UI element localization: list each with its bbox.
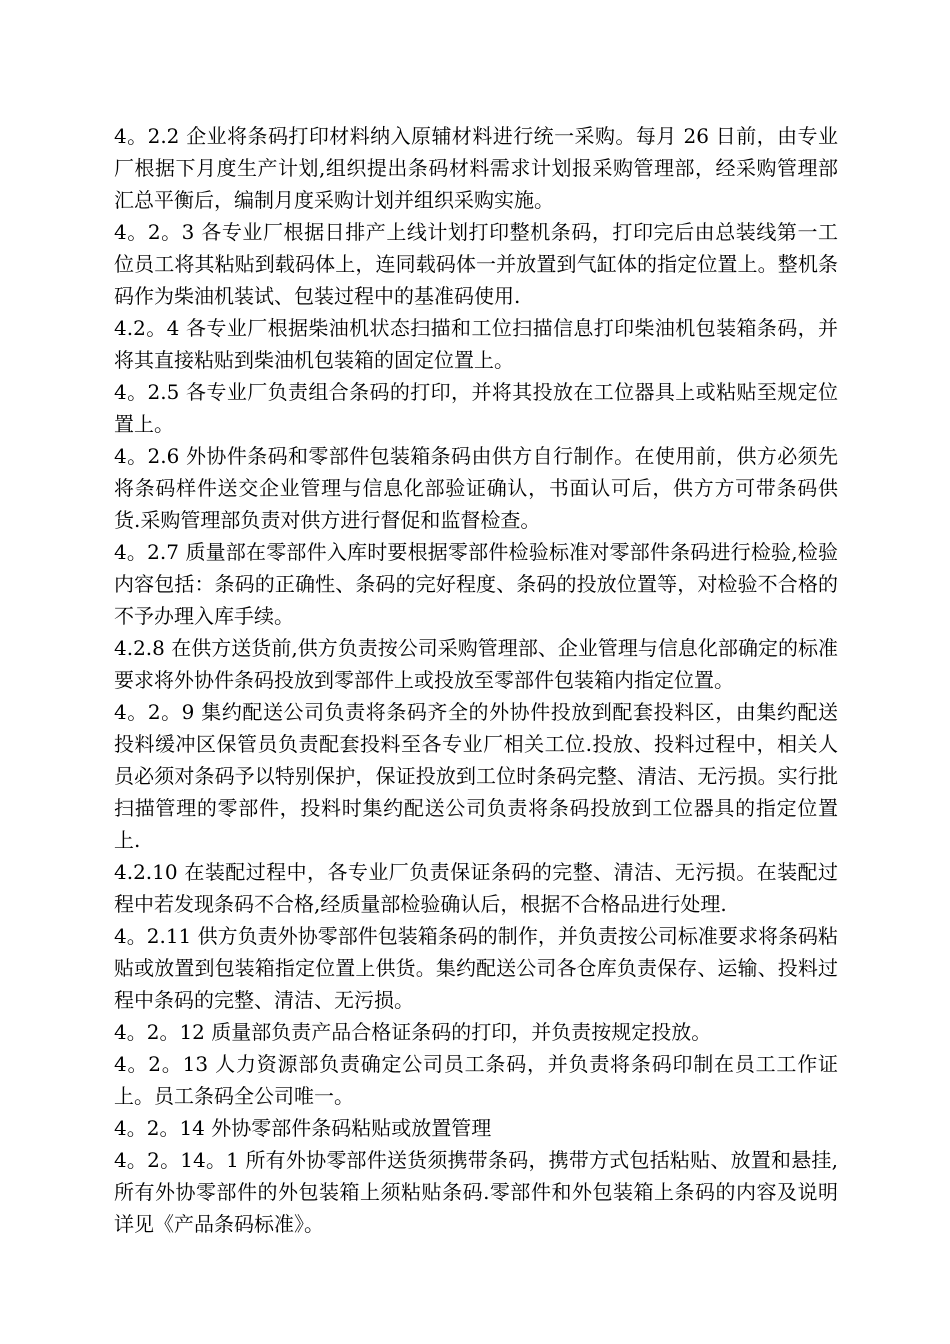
paragraph-4-2-13: 4。2。13 人力资源部负责确定公司员工条码，并负责将条码印制在员工工作证上。员工条码全公司唯一。	[114, 1052, 838, 1108]
paragraph-4-2-7: 4。2.7 质量部在零部件入库时要根据零部件检验标准对零部件条码进行检验,检验内容包括：条码的正确性、条码的完好程度、条码的投放位置等，对检验不合格的不予办理入库手续。	[114, 540, 838, 628]
paragraph-4-2-14: 4。2。14 外协零部件条码粘贴或放置管理	[114, 1116, 492, 1140]
paragraph-4-2-6: 4。2.6 外协件条码和零部件包装箱条码由供方自行制作。在使用前，供方必须先将条码样件送交企业管理与信息化部验证确认，书面认可后，供方方可带条码供货.采购管理部负责对供方进行督促和监督检查。	[114, 444, 838, 532]
paragraph-4-2-4: 4.2。4 各专业厂根据柴油机状态扫描和工位扫描信息打印柴油机包装箱条码，并将其直接粘贴到柴油机包装箱的固定位置上。	[114, 316, 838, 372]
paragraph-4-2-10: 4.2.10 在装配过程中，各专业厂负责保证条码的完整、清洁、无污损。在装配过程中若发现条码不合格,经质量部检验确认后，根据不合格品进行处理.	[114, 860, 838, 916]
paragraph-4-2-14-1: 4。2。14。1 所有外协零部件送货须携带条码，携带方式包括粘贴、放置和悬挂,所有外协零部件的外包装箱上须粘贴条码.零部件和外包装箱上条码的内容及说明详见《产品条码标准》。	[114, 1148, 838, 1236]
document-body	[114, 120, 838, 1240]
paragraph-4-2-3: 4。2。3 各专业厂根据日排产上线计划打印整机条码，打印完后由总装线第一工位员工将其粘贴到载码体上，连同载码体一并放置到气缸体的指定位置上。整机条码作为柴油机装试、包装过程中的基准码使用.	[114, 220, 838, 308]
paragraph-4-2-12: 4。2。12 质量部负责产品合格证条码的打印，并负责按规定投放。	[114, 1020, 712, 1044]
paragraph-4-2-8: 4.2.8 在供方送货前,供方负责按公司采购管理部、企业管理与信息化部确定的标准要求将外协件条码投放到零部件上或投放至零部件包装箱内指定位置。	[114, 636, 838, 692]
paragraph-4-2-2: 4。2.2 企业将条码打印材料纳入原辅材料进行统一采购。每月 26 日前，由专业厂根据下月度生产计划,组织提出条码材料需求计划报采购管理部，经采购管理部汇总平衡后，编制月度采购计划并组织采购实施。	[114, 124, 838, 212]
paragraph-4-2-5: 4。2.5 各专业厂负责组合条码的打印，并将其投放在工位器具上或粘贴至规定位置上。	[114, 380, 838, 436]
paragraph-4-2-9: 4。2。9 集约配送公司负责将条码齐全的外协件投放到配套投料区，由集约配送投料缓冲区保管员负责配套投料至各专业厂相关工位.投放、投料过程中，相关人员必须对条码予以特别保护，保证投放到工位时条码完整、清洁、无污损。实行批扫描管理的零部件，投料时集约配送公司负责将条码投放到工位器具的指定位置上.	[114, 700, 838, 852]
paragraph-4-2-11: 4。2.11 供方负责外协零部件包装箱条码的制作，并负责按公司标准要求将条码粘贴或放置到包装箱指定位置上供货。集约配送公司各仓库负责保存、运输、投料过程中条码的完整、清洁、无污损。	[114, 924, 838, 1012]
